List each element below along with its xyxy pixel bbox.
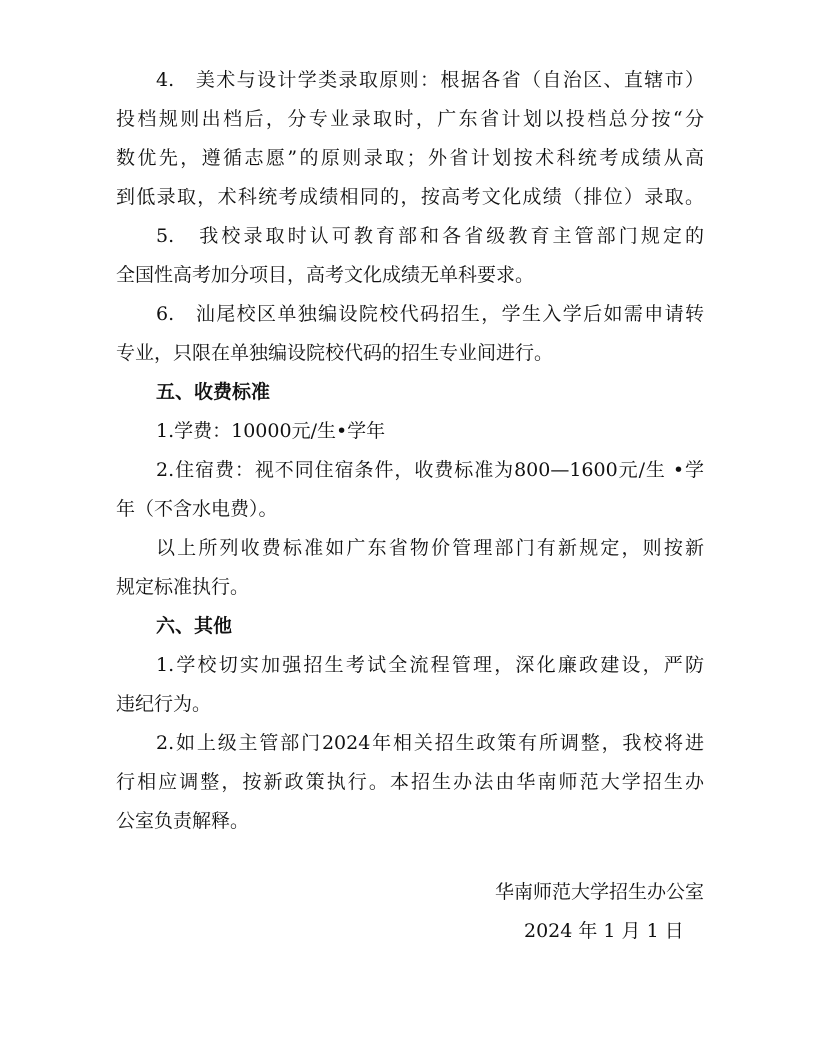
other-1-line-2: 违纪行为。 — [116, 693, 212, 715]
section-heading-other: 六、其他 — [156, 615, 233, 637]
other-2-line-2: 行相应调整，按新政策执行。本招生办法由华南师范大学招生办 — [116, 771, 704, 793]
other-2-line-1: 2.如上级主管部门2024年相关招生政策有所调整，我校将进 — [156, 732, 704, 754]
rule-6-line-1: 6. 汕尾校区单独编设院校代码招生，学生入学后如需申请转 — [156, 303, 704, 325]
rule-5-line-2: 全国性高考加分项目，高考文化成绩无单科要求。 — [116, 264, 535, 286]
fee-note-line-2: 规定标准执行。 — [116, 576, 250, 598]
rule-4-line-4: 到低录取，术科统考成绩相同的，按高考文化成绩（排位）录取。 — [116, 186, 704, 208]
section-heading-fees: 五、收费标准 — [156, 381, 271, 403]
rule-4-line-3: 数优先，遵循志愿”的原则录取；外省计划按术科统考成绩从高 — [116, 147, 704, 169]
other-1-line-1: 1.学校切实加强招生考试全流程管理，深化廉政建设，严防 — [156, 654, 704, 676]
fee-tuition: 1.学费：10000元/生•学年 — [156, 420, 386, 442]
fee-accommodation-line-2: 年（不含水电费）。 — [116, 498, 278, 520]
signature-date: 2024 年 1 月 1 日 — [524, 920, 684, 942]
other-2-line-3: 公室负责解释。 — [116, 810, 250, 832]
fee-note-line-1: 以上所列收费标准如广东省物价管理部门有新规定，则按新 — [156, 537, 704, 559]
signature-office: 华南师范大学招生办公室 — [494, 881, 704, 903]
rule-4-line-1: 4. 美术与设计学类录取原则：根据各省（自治区、直辖市） — [156, 69, 704, 91]
rule-5-line-1: 5. 我校录取时认可教育部和各省级教育主管部门规定的 — [156, 225, 704, 247]
rule-4-line-2: 投档规则出档后，分专业录取时，广东省计划以投档总分按“分 — [116, 108, 704, 130]
rule-6-line-2: 专业，只限在单独编设院校代码的招生专业间进行。 — [116, 342, 554, 364]
fee-accommodation-line-1: 2.住宿费：视不同住宿条件，收费标准为800—1600元/生 •学 — [156, 459, 704, 481]
